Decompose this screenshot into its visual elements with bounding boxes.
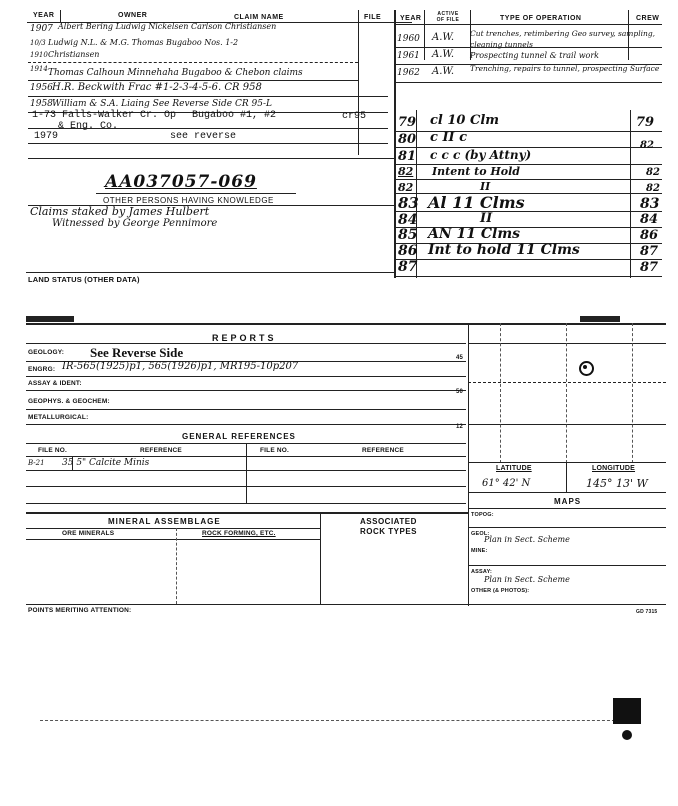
log-crew: 87 [640, 244, 659, 259]
operation-type: Cut trenches, retimbering Geo survey, sampling, cleaning tunnels [470, 29, 656, 49]
row-rule [26, 486, 466, 487]
points-rule [26, 604, 666, 605]
log-text: Intent to Hold [432, 165, 520, 178]
log-year: 82 [398, 181, 414, 194]
row-rule [394, 276, 662, 277]
file-number: AA037057-069 [105, 172, 257, 192]
log-year: 81 [398, 149, 417, 164]
owner-entry-text: H.R. Beckwith Frac #1-2-3-4-5-6. CR 958 [52, 82, 262, 93]
row-rule [28, 158, 394, 159]
ref-col-reference: REFERENCE [140, 447, 182, 454]
assay-label: ASSAY & IDENT: [28, 380, 82, 387]
log-year: 86 [398, 243, 418, 259]
log-year: 79 [398, 115, 417, 130]
row-rule [394, 82, 662, 83]
ref-col-file-no2: FILE NO. [260, 447, 290, 454]
location-marker-icon [579, 361, 594, 376]
row-rule [26, 539, 320, 540]
mineral-col-divider [176, 528, 177, 604]
latitude-label: LATITUDE [496, 465, 532, 472]
redaction-mark [26, 316, 74, 322]
registration-dot-icon [622, 730, 632, 740]
year-col-divider [60, 10, 61, 22]
log-text: Al 11 Clms [428, 193, 525, 212]
land-status-rule [26, 272, 394, 273]
log-crew: 82 [646, 183, 660, 194]
maps-geol-value: Plan in Sect. Scheme [484, 535, 570, 544]
owner-entry-year: 1956 [30, 83, 53, 93]
log-crew-divider [630, 110, 631, 278]
owner-entry-text: Thomas Calhoun Minnehaha Bugaboo & Chebon claims [48, 68, 303, 78]
row-rule [394, 211, 662, 212]
maps-assay-value: Plan in Sect. Scheme [484, 575, 570, 584]
row-rule [468, 565, 666, 566]
location-marker-dot [583, 365, 587, 369]
owner-entry-year: 10/3 [30, 39, 46, 47]
log-year: 83 [398, 194, 419, 212]
typed-year2: 1979 [34, 131, 59, 142]
row-rule [28, 96, 388, 97]
general-references-title: GENERAL REFERENCES [182, 432, 296, 441]
log-crew: 84 [640, 212, 659, 227]
owner-entry-year: 1910 [30, 51, 48, 59]
reports-title: REPORTS [212, 333, 277, 343]
latlon-divider [566, 462, 567, 492]
log-text: Int to hold 11 Clms [428, 242, 580, 258]
mineral-assemblage-title: MINERAL ASSEMBLAGE [108, 517, 221, 526]
log-crew: 82 [646, 167, 660, 178]
grid-line [500, 323, 501, 463]
ref-row-reference: 35 5" Calcite Minis [62, 458, 150, 468]
owner-entry-year: 1907 [30, 24, 53, 34]
typed-claim2: see reverse [170, 131, 237, 142]
rock-forming-label: ROCK FORMING, ETC. [202, 530, 276, 537]
land-status-label: LAND STATUS (OTHER DATA) [28, 275, 140, 284]
log-text: II [480, 180, 491, 193]
row-rule [26, 528, 320, 529]
row-rule [394, 179, 662, 180]
engrg-value: IR-565(1925)p1, 565(1926)p1, MR195-10p207 [62, 361, 299, 372]
log-year: 82 [398, 165, 414, 178]
header-claim-name: CLAIM NAME [234, 14, 284, 21]
registration-mark-icon [613, 698, 641, 724]
maps-assay: ASSAY: [471, 569, 493, 575]
margin-number: 12 [456, 424, 464, 430]
operation-type: Trenching, repairs to tunnel, prospecting Surface [470, 64, 660, 73]
log-crew: 79 [636, 115, 655, 130]
row-rule [394, 47, 662, 48]
rock-types-label: ROCK TYPES [360, 527, 418, 536]
other-persons-line: Claims staked by James Hulbert [30, 205, 210, 218]
header-active-of-file: ACTIVE OF FILE [436, 11, 460, 23]
operation-year: 1961 [397, 51, 420, 61]
row-rule [28, 128, 388, 129]
row-rule [26, 470, 466, 471]
geophys-label: GEOPHYS. & GEOCHEM: [28, 398, 110, 405]
owner-entry-text: Ludwig N.L. & M.G. Thomas Bugaboo Nos. 1-2 [48, 38, 239, 47]
log-crew: 87 [640, 260, 659, 275]
log-text: c c c (by Attny) [430, 148, 532, 162]
form-code: GD 7315 [636, 609, 658, 615]
owner-entry-year: 1914 [30, 65, 48, 73]
row-rule [28, 62, 358, 63]
ref-divider [246, 443, 247, 503]
owner-entry-text: William & S.A. Liaing See Reverse Side CR 95-L [52, 99, 272, 109]
maps-geol: GEOL: [471, 531, 490, 537]
typed-file1: cr95 [342, 111, 367, 122]
reports-top-rule [26, 323, 666, 325]
grid-rule [468, 382, 666, 383]
header-year2: YEAR [400, 15, 422, 22]
metallurgical-label: METALLURGICAL: [28, 414, 89, 421]
panel-divider [468, 323, 469, 606]
ref-row-file: B-21 [28, 459, 45, 467]
margin-number: 50 [456, 389, 464, 395]
row-rule [26, 390, 466, 391]
owner-entry-text: Christiansen [48, 50, 100, 59]
log-crew: 82 [640, 140, 654, 151]
geology-label: GEOLOGY: [28, 349, 65, 356]
owner-entry-year: 1958 [30, 99, 53, 109]
log-year: 84 [398, 212, 418, 228]
ref-col-reference2: REFERENCE [362, 447, 404, 454]
row-rule [26, 409, 466, 410]
points-meriting-label: POINTS MERITING ATTENTION: [28, 607, 132, 614]
longitude-value: 145° 13' W [586, 477, 648, 490]
redaction-mark [580, 316, 620, 322]
bottom-dashed-rule [40, 720, 620, 721]
row-rule [394, 259, 662, 260]
header-crew: CREW [636, 15, 660, 22]
associated-label: ASSOCIATED [360, 517, 417, 526]
header-type-of-operation: TYPE OF OPERATION [500, 15, 582, 22]
owner-entry-text: Albert Bering Ludwig Nickelsen Carlson Christiansen [58, 22, 277, 31]
latitude-value: 61° 42' N [482, 478, 531, 489]
row-rule [468, 492, 666, 493]
longitude-label: LONGITUDE [592, 465, 636, 472]
grid-rule [468, 343, 666, 344]
operation-active: A.W. [432, 49, 455, 60]
year2-col-divider [424, 10, 425, 60]
typed-claim1: Bugaboo #1, #2 [192, 110, 277, 121]
log-text: AN 11 Clms [428, 226, 521, 242]
grid-line [632, 323, 633, 463]
header-year: YEAR [33, 12, 55, 19]
geology-value: See Reverse Side [90, 345, 184, 360]
typed-owner-line1: 1-73 Falls-Walker Cr. Op [32, 110, 177, 121]
row-rule [28, 80, 358, 81]
operation-active: A.W. [432, 32, 455, 43]
maps-title: MAPS [554, 497, 582, 506]
row-rule [468, 508, 666, 509]
log-year: 85 [398, 227, 418, 243]
operation-type: Prospecting tunnel & trail work [470, 51, 600, 60]
row-rule [26, 376, 466, 377]
operation-year: 1962 [397, 68, 420, 78]
grid-line [566, 323, 567, 463]
ore-minerals-label: ORE MINERALS [62, 530, 115, 537]
row-rule [26, 343, 466, 344]
row-rule [26, 503, 466, 504]
row-rule [28, 143, 388, 144]
operation-active: A.W. [432, 66, 455, 77]
divider-vertical [394, 10, 396, 278]
log-crew: 86 [640, 228, 659, 243]
engrg-label: ENGRG: [28, 366, 56, 373]
operation-year: 1960 [397, 34, 420, 44]
row-rule [26, 424, 466, 425]
mineral-top-rule [26, 512, 468, 514]
log-text: cl 10 Clm [430, 113, 500, 128]
header-file: FILE [364, 14, 382, 21]
maps-other: OTHER (& PHOTOS): [471, 588, 530, 594]
log-text: II [480, 211, 493, 226]
log-crew: 83 [640, 196, 660, 212]
typed-owner-line2: & Eng. Co. [58, 121, 119, 132]
maps-topog: TOPOG: [471, 512, 494, 518]
margin-number: 45 [456, 355, 464, 361]
header-owner: OWNER [118, 12, 148, 19]
other-persons-line: Witnessed by George Pennimore [52, 218, 218, 229]
row-rule [468, 527, 666, 528]
other-persons-label: OTHER PERSONS HAVING KNOWLEDGE [103, 196, 274, 205]
log-year: 87 [398, 259, 418, 275]
log-text: c II c [430, 130, 468, 145]
row-rule [468, 462, 666, 463]
row-rule [96, 193, 296, 194]
maps-mine: MINE: [471, 548, 488, 554]
file-col-divider [358, 10, 359, 155]
grid-rule [468, 424, 666, 425]
ref-col-file-no: FILE NO. [38, 447, 68, 454]
log-year: 80 [398, 132, 417, 147]
top-border-right [394, 24, 662, 25]
mineral-divider [320, 512, 321, 604]
